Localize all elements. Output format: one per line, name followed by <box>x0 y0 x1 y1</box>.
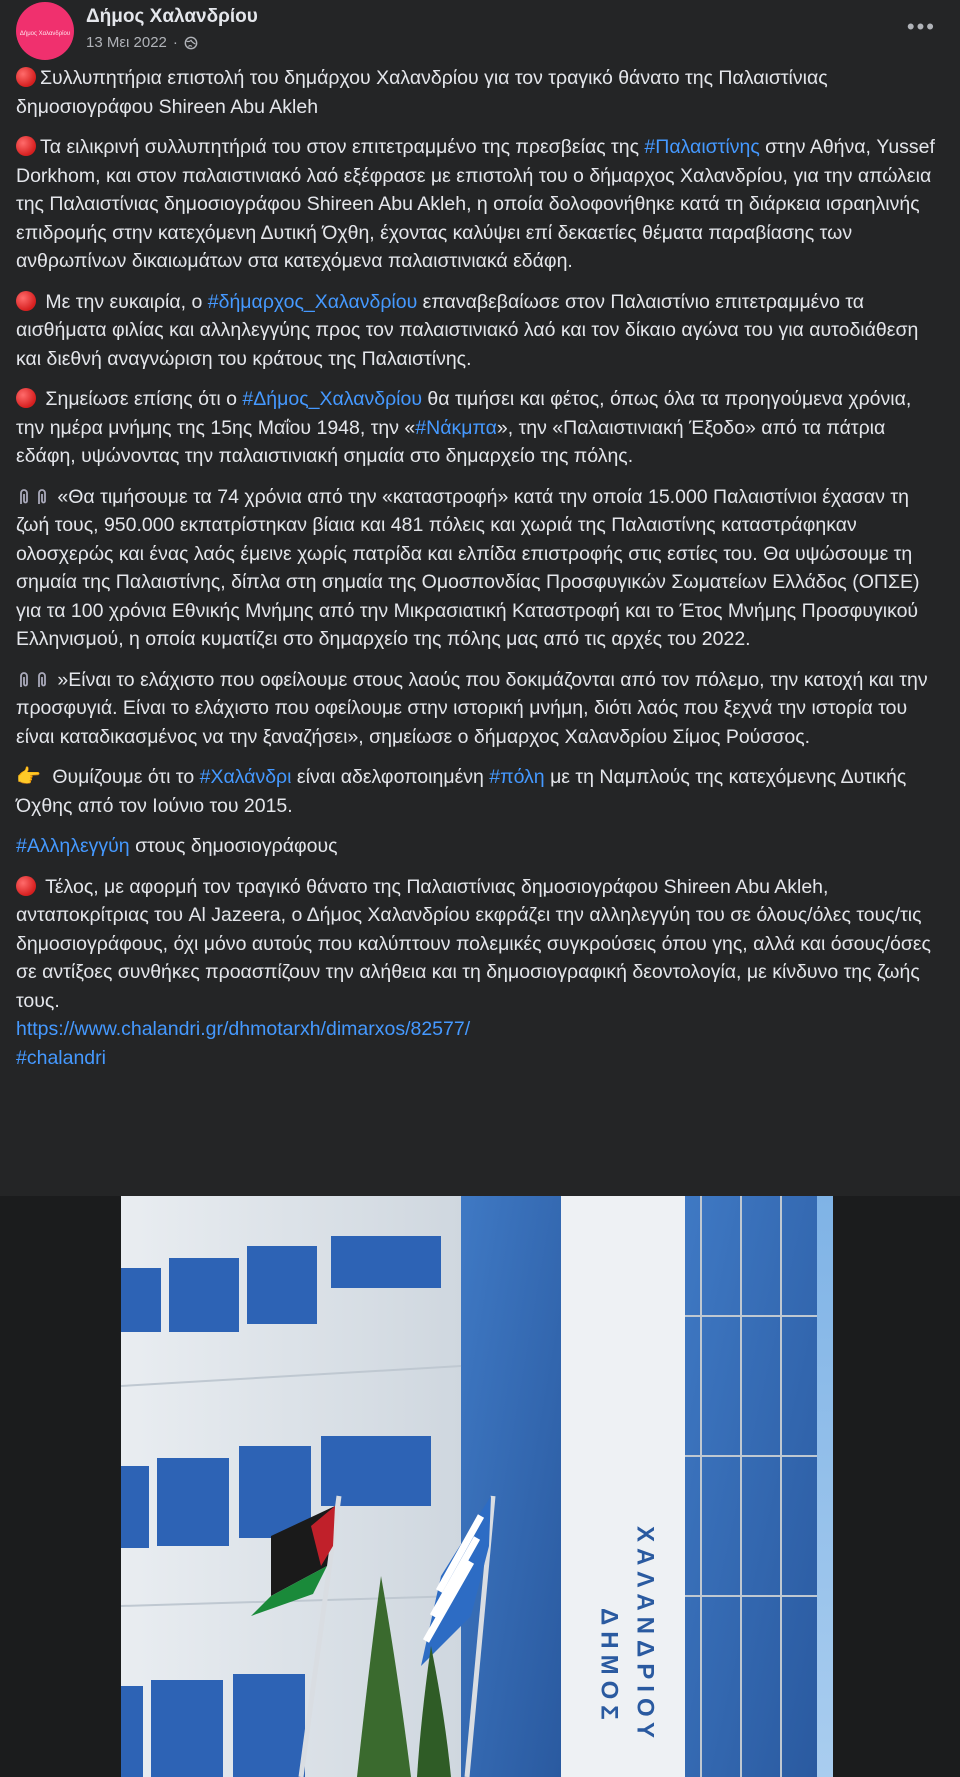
more-options-icon[interactable]: ••• <box>906 14 936 39</box>
post-header <box>0 0 960 64</box>
red-circle-icon <box>16 67 36 87</box>
paragraph-8: #Αλληλεγγύη στους δημοσιογράφους <box>16 835 338 857</box>
paperclip-icon <box>34 670 50 690</box>
paragraph-3: Με την ευκαιρία, ο #δήμαρχος_Χαλανδρίου επαναβεβαίωσε στον Παλαιστίνιο επιτετραμμένο τα αισθήματα φιλίας και αλληλεγγύης προς τον παλαιστινιακό λαό και τον δίκαιο αγώνα του για αυτοδιάθεση και διεθνή αναγνώριση του κράτους της Παλαιστίνης. <box>16 290 919 370</box>
red-circle-icon <box>16 291 36 311</box>
paperclip-icon <box>16 487 32 507</box>
sign-dimos: ΔΗΜΟΣ <box>595 1608 623 1726</box>
hashtag-poli[interactable]: #πόλη <box>489 766 545 788</box>
avatar[interactable] <box>16 2 74 60</box>
hashtag-chalandri-gr[interactable]: #Χαλάνδρι <box>199 766 292 788</box>
town-hall-photo <box>121 1196 833 1777</box>
avatar-label: Δήμος Χαλανδρίου <box>19 31 71 37</box>
hashtag-nakba[interactable]: #Νάκμπα <box>415 416 497 439</box>
paragraph-2: Τα ειλικρινή συλλυπητήριά του στον επιτετραμμένο της πρεσβείας της #Παλαιστίνης στην Αθήνα, Yussef Dorkhom, και στον παλαιστινιακό λαό εξέφρασε με επιστολή του ο δήμαρχος Χαλανδρίου, για την απώλεια της Παλαιστίνιας δημοσιογράφου Shireen Abu Akleh, η οποία δολοφονήθηκε κατά τη διάρκεια ισραηλινής επιδρομής στην κατεχόμενη Δυτική Όχθη, έχοντας καλύψει επί δεκαετίες θέματα παραβίασης των ανθρωπίνων δικαιωμάτων στα κατεχόμενα παλαιστινιακά εδάφη. <box>16 136 935 272</box>
paragraph-5: «Θα τιμήσουμε τα 74 χρόνια από την «καταστροφή» κατά την οποία 15.000 Παλαιστίνιοι έχασαν τη ζωή τους, 950.000 εκπατρίστηκαν βίαια και 481 πόλεις και χωριά της Παλαιστίνης καταστράφηκαν ολοσχερώς και ένας λαός έμεινε χωρίς πατρίδα και ελπίδα επιστροφής στις εστίες του. Θα υψώσουμε τη σημαία της Παλαιστίνης, δίπλα στη σημαία της Ομοσπονδίας Προσφυγικών Σωματείων Ελλάδος (ΟΠΣΕ) για τα 100 χρόνια Εθνικής Μνήμης από την Μικρασιατική Καταστροφή και το Έτος Μνήμης Προσφυγικού Ελληνισμού, η οποία κυματίζει στο δημαρχείο της πόλης μας από τις αρχές του 2022. <box>16 485 920 650</box>
hashtag-dimarxos[interactable]: #δήμαρχος_Χαλανδρίου <box>207 290 418 313</box>
paragraph-1: Συλλυπητήρια επιστολή του δημάρχου Χαλανδρίου για τον τραγικό θάνατο της Παλαιστίνιας δημοσιογράφου Shireen Abu Akleh <box>16 67 828 118</box>
red-circle-icon <box>16 876 36 896</box>
post-photo[interactable] <box>121 1196 833 1777</box>
sign-chalandriou: ΧΑΛΑΝΔΡΙΟΥ <box>631 1526 659 1744</box>
pointing-hand-icon: 👉 <box>16 766 41 788</box>
paperclip-icon <box>34 487 50 507</box>
hashtag-dimos[interactable]: #Δήμος_Χαλανδρίου <box>242 388 423 410</box>
post-text <box>0 64 960 1072</box>
paragraph-9: Τέλος, με αφορμή τον τραγικό θάνατο της Παλαιστίνιας δημοσιογράφου Shireen Abu Akleh, ανταποκρίτριας του Al Jazeera, ο Δήμος Χαλανδρίου εκφράζει την αλληλεγγύη του σε όλους/όλες τους/τις δημοσιογράφους, όχι μόνο αυτούς που καλύπτουν πολεμικές συγκρούσεις όπου γης, αλλά και όσους/όσες σε αντίξοες συνθήκες προασπίζουν την αλήθεια και τη δημοσιογραφική δεοντολογία, με κίνδυνο της ζωής τους. <box>16 875 931 1012</box>
post-photo-area <box>0 1196 960 1777</box>
red-circle-icon <box>16 136 36 156</box>
post-meta <box>86 34 198 51</box>
paragraph-4: Σημείωσε επίσης ότι ο #Δήμος_Χαλανδρίου θα τιμήσει και φέτος, όπως όλα τα προηγούμενα χρόνια, την ημέρα μνήμης της 15ης Μαΐου 1948, την «#Νάκμπα», την «Παλαιστινιακή Έξοδο» από τα πάτρια εδάφη, υψώνοντας την παλαιστινιακή σημαία στο δημαρχείο της πόλης. <box>16 388 912 467</box>
article-link-row <box>16 1015 944 1044</box>
meta-separator: · <box>172 34 178 51</box>
final-hashtag-row <box>16 1044 944 1073</box>
hashtag-chalandri[interactable]: #chalandri <box>16 1046 106 1069</box>
article-link[interactable]: https://www.chalandri.gr/dhmotarxh/dimarxos/82577/ <box>16 1018 471 1040</box>
globe-icon <box>184 36 198 50</box>
paragraph-7: 👉 Θυμίζουμε ότι το #Χαλάνδρι είναι αδελφοποιημένη #πόλη με τη Ναμπλούς της κατεχόμενης Δυτικής Όχθης από τον Ιούνιο του 2015. <box>16 763 944 820</box>
hashtag-palaistinis[interactable]: #Παλαιστίνης <box>644 136 760 158</box>
paperclip-icon <box>16 670 32 690</box>
hashtag-allilengyi[interactable]: #Αλληλεγγύη <box>16 835 130 857</box>
page-name[interactable]: Δήμος Χαλανδρίου <box>86 6 258 27</box>
red-circle-icon <box>16 388 36 408</box>
post-date[interactable]: 13 Μει 2022 <box>86 34 167 51</box>
paragraph-6: »Είναι το ελάχιστο που οφείλουμε στους λαούς που δοκιμάζονται από τον πόλεμο, την κατοχή και την προσφυγιά. Είναι το ελάχιστο που οφείλουμε στην ιστορική μνήμη, διότι λαός που ξεχνά την ιστορία του είναι καταδικασμένος να την ξαναζήσει», σημείωσε ο δήμαρχος Χαλανδρίου Σίμος Ρούσσος. <box>16 668 928 748</box>
